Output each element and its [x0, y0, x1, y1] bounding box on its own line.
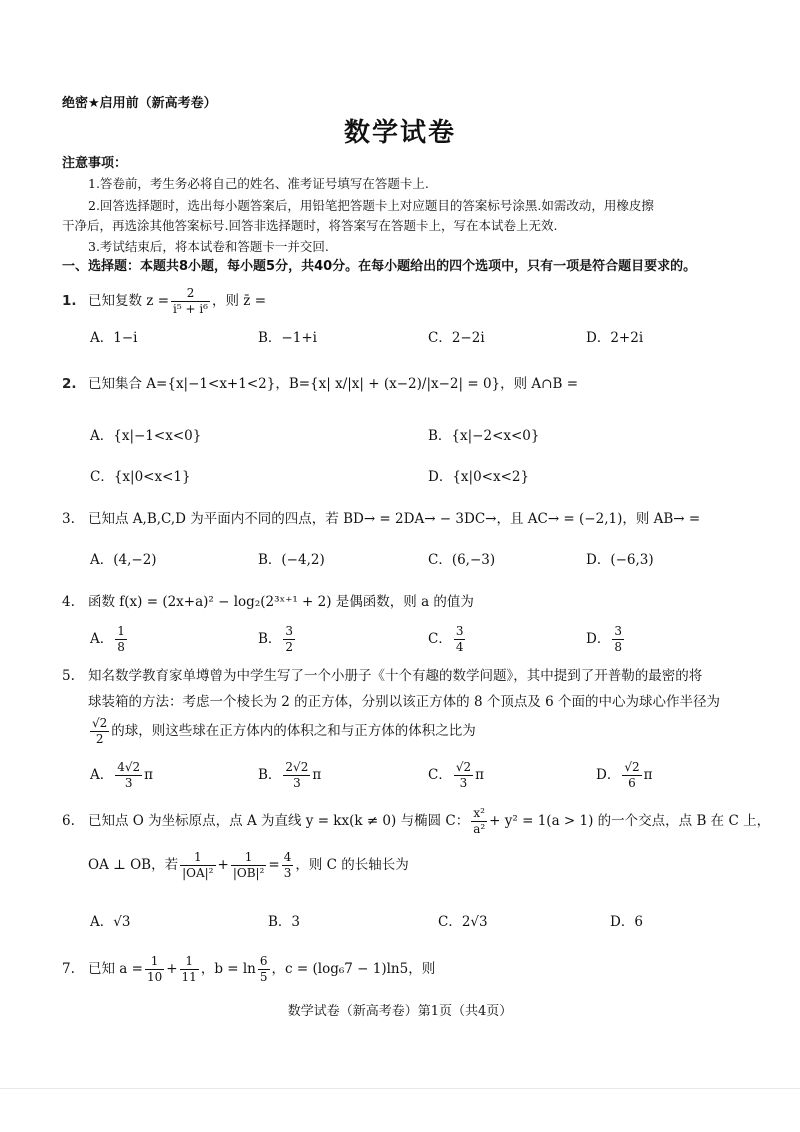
- q6-option-c: C．2√3: [438, 914, 488, 930]
- question-5-line-2: 球装箱的方法：考虑一个棱长为 2 的正方体，分别以该正方体的 8 个顶点及 6 个面的中心为球心作半径为: [88, 694, 721, 710]
- notice-title: 注意事项：: [62, 156, 128, 171]
- q5-option-d: D． $\frac{√2}{6}$ π: [596, 760, 653, 790]
- question-2: [62, 372, 578, 392]
- q3-option-d: D．(−6,3): [586, 552, 654, 568]
- question-4: [62, 590, 474, 610]
- q5-option-b: B． $\frac{2√2}{3}$ π: [258, 760, 322, 790]
- question-7: 7. 已知 a = $\frac{1}{10}$ + $\frac{1}{11}$ ，b = ln $\frac{6}{5}$ ，c = (log₆7 − 1)ln5，则: [62, 954, 436, 984]
- notice-item-2-cont: 干净后，再选涂其他答案标号.回答非选择题时，将答案写在答题卡上，写在本试卷上无效.: [62, 218, 558, 233]
- q6-option-d: D．6: [610, 914, 643, 930]
- question-6-line-2: OA ⊥ OB，若 $\frac{1}{\text{|OA|²}}$ + $\frac{1}{\text{|OB|²}}$ = $\frac{4}{3}$ ，则 C 的长轴长为: [88, 850, 409, 880]
- question-4-number: 4.: [62, 594, 75, 610]
- question-6: 6. 已知点 O 为坐标原点，点 A 为直线 y = kx(k ≠ 0) 与椭圆 C： $\frac{\text{x²}}{\text{a²}}$ + y² = 1(a > 1) 的一个交点，点 B 在 C 上，: [62, 806, 771, 836]
- q3-option-a: A．(4,−2): [90, 552, 157, 568]
- q6-option-a: A．√3: [90, 914, 131, 930]
- question-3: [62, 507, 700, 527]
- q3-option-b: B．(−4,2): [258, 552, 325, 568]
- notice-item-2: 2.回答选择题时，选出每小题答案后，用铅笔把答题卡上对应题目的答案标号涂黑.如需改动，用橡皮擦: [88, 198, 654, 213]
- section-heading: 一、选择题：本题共8小题，每小题5分，共40分。在每小题给出的四个选项中，只有一项是符合题目要求的。: [62, 259, 697, 274]
- q4-option-b: B． $\frac{3}{2}$: [258, 624, 294, 654]
- question-3-text: 已知点 A,B,C,D 为平面内不同的四点，若 BD→ = 2DA→ − 3DC→，且 AC→ = (−2,1)，则 AB→ =: [88, 511, 701, 527]
- page-footer: 数学试卷（新高考卷）第1页（共4页）: [287, 1004, 513, 1019]
- q3-option-c: C．(6,−3): [428, 552, 496, 568]
- q1-option-d: D．2+2i: [586, 330, 644, 346]
- q2-option-d: D．{x|0<x<2}: [428, 469, 530, 485]
- q2-option-c: C．{x|0<x<1}: [90, 469, 191, 485]
- q1-option-a: A．1−i: [90, 330, 138, 346]
- question-1: [62, 286, 266, 317]
- scan-edge-line: [0, 1088, 800, 1089]
- q6-option-b: B．3: [268, 914, 301, 930]
- q5-option-c: C． $\frac{√2}{3}$ π: [428, 760, 484, 790]
- question-2-text: 已知集合 A={x|−1<x+1<2}，B={x| x/|x| + (x−2)/|x−2| = 0}，则 A∩B =: [88, 376, 579, 392]
- question-5-line-1: 知名数学教育家单墫曾为中学生写了一个小册子《十个有趣的数学问题》，其中提到了开普勒的最密的将: [88, 668, 703, 684]
- question-1-fraction: [171, 286, 210, 317]
- frac-numerator: 2: [171, 286, 210, 302]
- q4-option-d: D． $\frac{3}{8}$: [586, 624, 622, 654]
- question-2-number: 2.: [62, 376, 77, 392]
- question-1-number: 1.: [62, 293, 77, 309]
- q4-option-a: A． $\frac{1}{8}$: [90, 624, 125, 654]
- notice-item-1: 1.答卷前，考生务必将自己的姓名、准考证号填写在答题卡上.: [88, 176, 429, 191]
- top-label: 绝密★启用前（新高考卷）: [62, 96, 217, 111]
- question-6-number: 6.: [62, 813, 75, 829]
- question-1-text-b: ，则 z̄ =: [212, 293, 267, 309]
- question-5: [62, 664, 702, 684]
- question-4-text: 函数 f(x) = (2x+a)² − log₂(2³ˣ⁺¹ + 2) 是偶函数，则 a 的值为: [88, 594, 474, 610]
- question-3-number: 3.: [62, 511, 75, 527]
- question-7-number: 7.: [62, 961, 75, 977]
- question-5-number: 5.: [62, 668, 75, 684]
- q1-option-b: B．−1+i: [258, 330, 317, 346]
- frac-denominator: i⁵ + i⁶: [173, 302, 208, 316]
- q2-option-a: A．{x|−1<x<0}: [90, 428, 202, 444]
- notice-item-3: 3.考试结束后，将本试卷和答题卡一并交回.: [88, 239, 329, 254]
- page-title: 数学试卷: [343, 118, 456, 148]
- q2-option-b: B．{x|−2<x<0}: [428, 428, 540, 444]
- question-5-line-3: $\frac{√2}{2}$ 的球，则这些球在正方体内的体积之和与正方体的体积之比为: [92, 716, 476, 746]
- q4-option-c: C． $\frac{3}{4}$: [428, 624, 464, 654]
- question-1-text-a: 已知复数 z =: [88, 293, 170, 309]
- q5-option-a: A． $\frac{4√2}{3}$ π: [90, 760, 154, 790]
- q1-option-c: C．2−2i: [428, 330, 485, 346]
